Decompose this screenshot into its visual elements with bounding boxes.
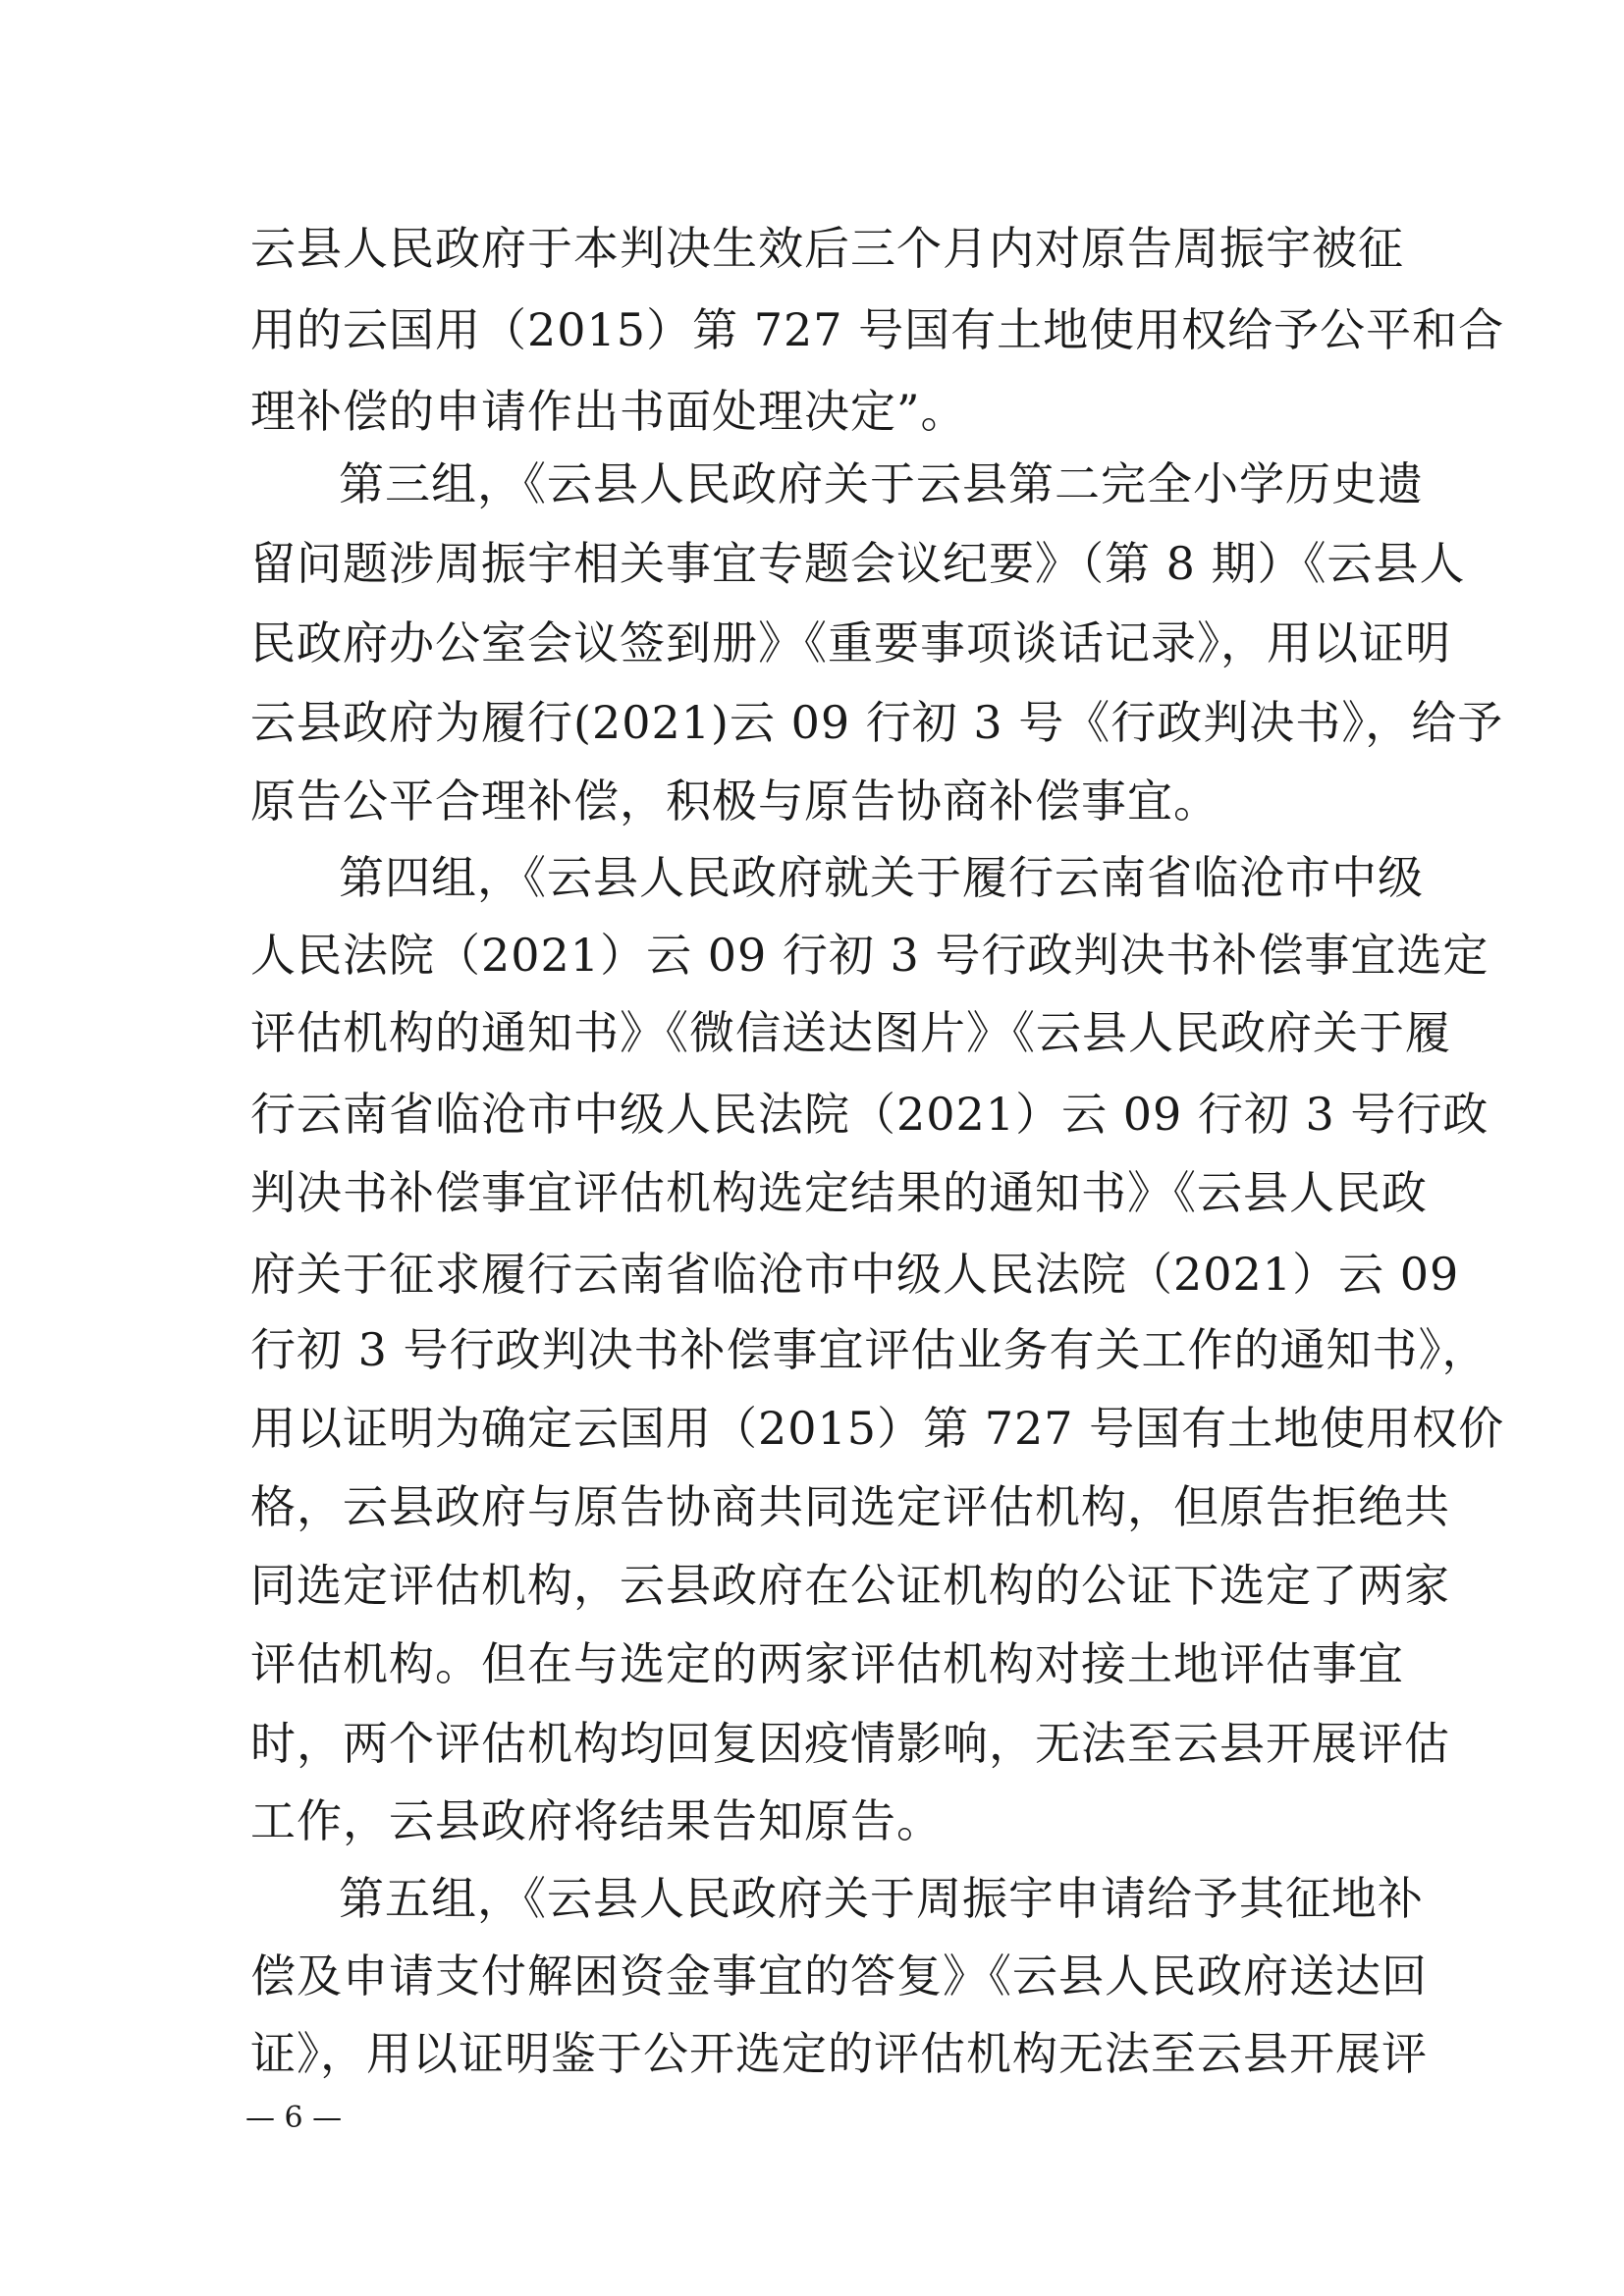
text-line-23: 偿及申请支付解困资金事宜的答复》《云县人民政府送达回 (250, 1949, 1428, 2002)
text-line-15: 行初 3 号行政判决书补偿事宜评估业务有关工作的通知书》， (250, 1323, 1489, 1376)
text-line-13: 判决书补偿事宜评估机构选定结果的通知书》《云县人民政 (250, 1166, 1428, 1219)
text-line-5: 留问题涉周振宇相关事宜专题会议纪要》（第 8 期）《云县人 (250, 537, 1466, 590)
text-line-12: 行云南省临沧市中级人民法院（2021）云 09 行初 3 号行政 (250, 1088, 1489, 1141)
text-line-19: 评估机构。但在与选定的两家评估机构对接土地评估事宜 (250, 1637, 1404, 1690)
text-line-1: 云县人民政府于本判决生效后三个月内对原告周振宇被征 (250, 222, 1404, 275)
text-line-9: 第四组，《云县人民政府就关于履行云南省临沧市中级 (339, 851, 1424, 904)
text-line-10: 人民法院（2021）云 09 行初 3 号行政判决书补偿事宜选定 (250, 929, 1489, 982)
text-line-18: 同选定评估机构，云县政府在公证机构的公证下选定了两家 (250, 1559, 1450, 1612)
text-line-20: 时，两个评估机构均回复因疫情影响，无法至云县开展评估 (250, 1717, 1450, 1770)
text-line-6: 民政府办公室会议签到册》《重要事项谈话记录》，用以证明 (250, 616, 1451, 669)
text-line-24: 证》，用以证明鉴于公开选定的评估机构无法至云县开展评 (250, 2027, 1428, 2080)
page-number: — 6 — (245, 2101, 343, 2135)
text-line-4: 第三组，《云县人民政府关于云县第二完全小学历史遗 (339, 457, 1424, 510)
text-line-14: 府关于征求履行云南省临沧市中级人民法院（2021）云 09 (250, 1248, 1460, 1301)
text-line-3: 理补偿的申请作出书面处理决定”。 (250, 385, 967, 438)
text-line-17: 格，云县政府与原告协商共同选定评估机构，但原告拒绝共 (250, 1480, 1450, 1533)
text-line-21: 工作，云县政府将结果告知原告。 (250, 1794, 943, 1847)
text-line-22: 第五组，《云县人民政府关于周振宇申请给予其征地补 (339, 1872, 1424, 1925)
text-line-2: 用的云国用（2015）第 727 号国有土地使用权给予公平和合 (250, 303, 1505, 356)
text-line-11: 评估机构的通知书》《微信送达图片》《云县人民政府关于履 (250, 1006, 1451, 1059)
text-line-7: 云县政府为履行(2021)云 09 行初 3 号《行政判决书》，给予 (250, 696, 1504, 749)
text-line-8: 原告公平合理补偿，积极与原告协商补偿事宜。 (250, 774, 1219, 828)
text-line-16: 用以证明为确定云国用（2015）第 727 号国有土地使用权价 (250, 1402, 1505, 1455)
